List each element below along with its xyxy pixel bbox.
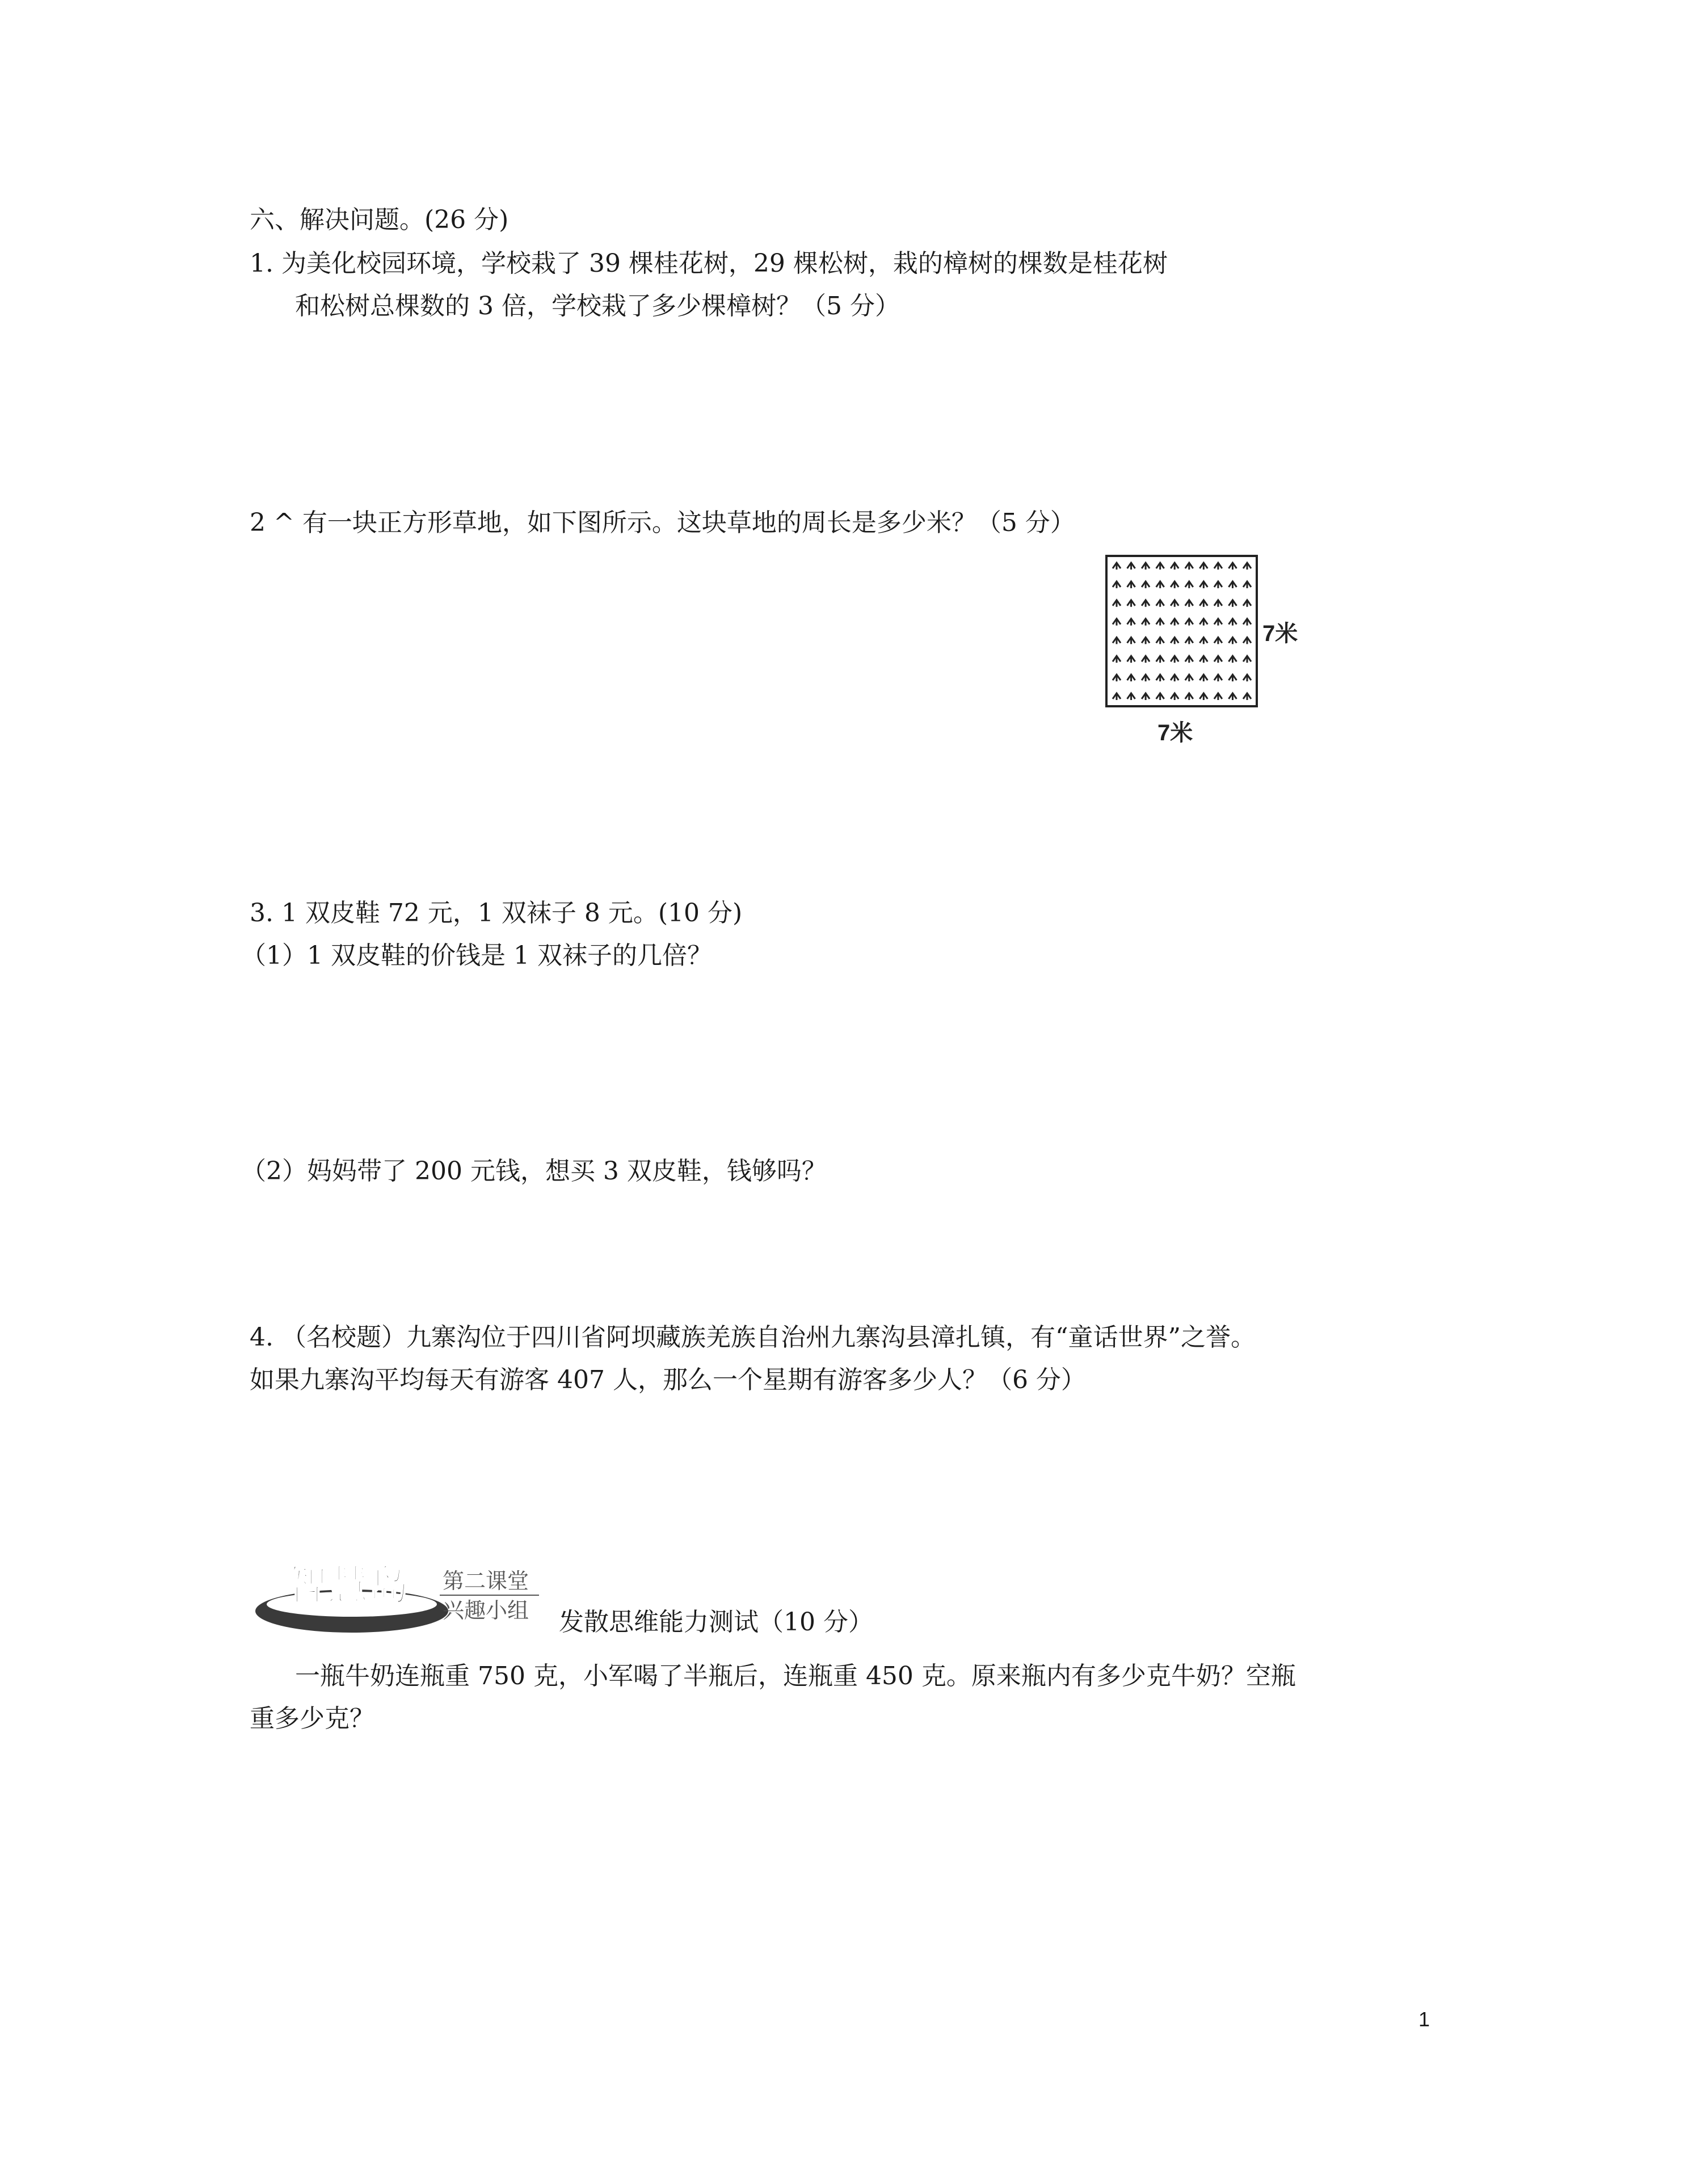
side-length-label: 7米	[1262, 621, 1298, 646]
question-4-line-2: 如果九寨沟平均每天有游客 407 人，那么一个星期有游客多少人？（6 分）	[250, 1365, 1086, 1394]
question-1-line-2: 和松树总棵数的 3 倍，学校栽了多少棵樟树？（5 分）	[295, 292, 900, 321]
bonus-line-2: 重多少克？	[250, 1704, 374, 1733]
page-number: 1	[1418, 2008, 1430, 2031]
logo-top-text: 第二课堂	[443, 1569, 529, 1593]
question-3-part-1: （1）1 双皮鞋的价钱是 1 双袜子的几倍？	[241, 941, 712, 970]
bonus-line-1: 一瓶牛奶连瓶重 750 克，小军喝了半瓶后，连瓶重 450 克。原来瓶内有多少克牛奶？空瓶	[295, 1662, 1296, 1690]
question-3-head: 3. 1 双皮鞋 72 元，1 双袜子 8 元。(10 分)	[250, 899, 743, 927]
square-lawn-figure	[1089, 550, 1328, 754]
lawn-square	[1106, 556, 1257, 706]
question-3-part-2: （2）妈妈带了 200 元钱，想买 3 双皮鞋，钱够吗？	[241, 1157, 827, 1186]
logo-main-text: 智慧岛	[287, 1562, 410, 1609]
bottom-length-label: 7米	[1157, 720, 1193, 745]
question-2-text: 2 ^ 有一块正方形草地，如下图所示。这块草地的周长是多少米？（5 分）	[250, 508, 1075, 537]
question-4-line-1: 4. （名校题）九寨沟位于四川省阿坝藏族羌族自治州九寨沟县漳扎镇，有“童话世界”之誉。	[250, 1323, 1256, 1352]
section-title: 六、解决问题。(26 分)	[250, 205, 509, 234]
bonus-title: 发散思维能力测试（10 分）	[559, 1608, 873, 1637]
wisdom-island-logo	[252, 1543, 559, 1645]
question-1-line-1: 1. 为美化校园环境，学校栽了 39 棵桂花树，29 棵松树，栽的樟树的棵数是桂花树	[250, 249, 1168, 278]
logo-bottom-text: 兴趣小组	[443, 1598, 529, 1623]
